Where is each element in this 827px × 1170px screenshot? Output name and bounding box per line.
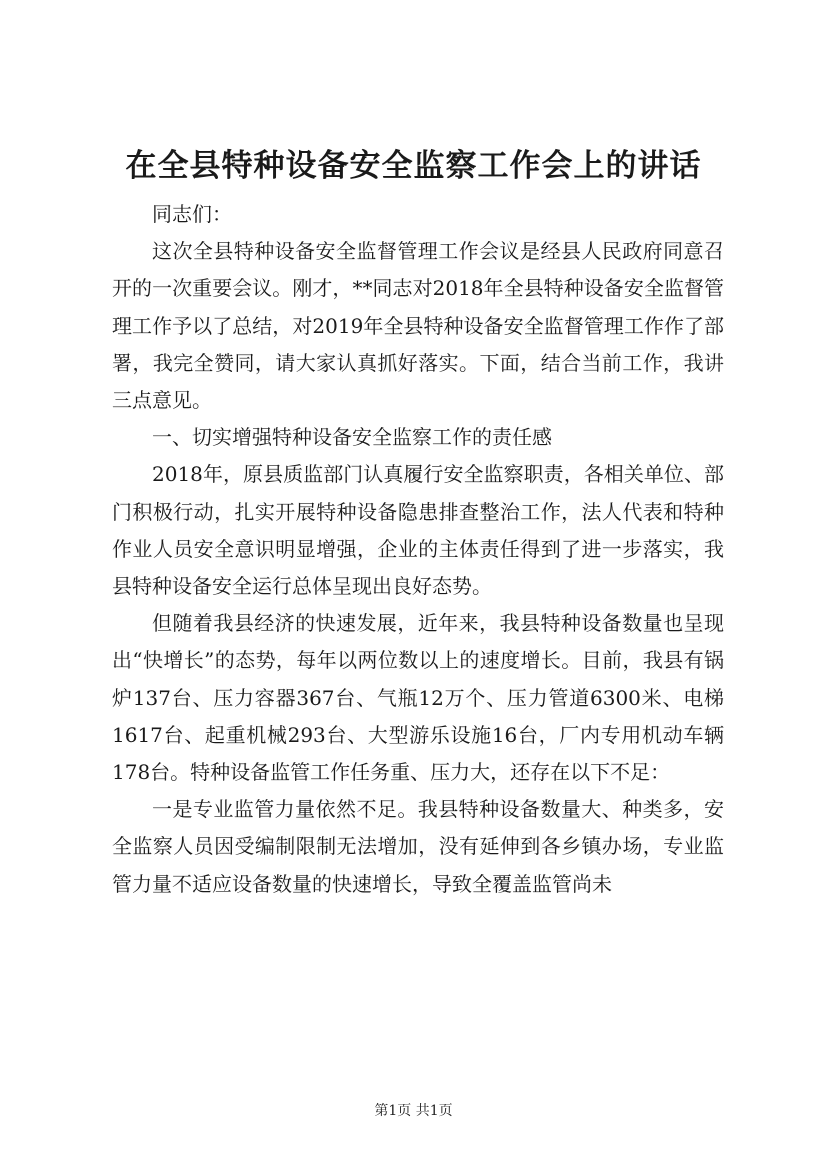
document-title: 在全县特种设备安全监察工作会上的讲话 [125,148,702,184]
document-body [112,196,724,903]
paragraph-insufficient-supervision: 一是专业监管力量依然不足。我县特种设备数量大、种类多，安全监察人员因受编制限制无法增加，没有延伸到各乡镇办场，专业监管力量不适应设备数量的快速增长，导致全覆盖监管尚未 [112,797,724,896]
page-footer: 第1页 共1页 [374,1103,453,1119]
paragraph-2018-review: 2018年，原县质监部门认真履行安全监察职责，各相关单位、部门积极行动，扎实开展特种设备隐患排查整治工作，法人代表和特种作业人员安全意识明显增强，企业的主体责任得到了进一步落实，我县特种设备安全运行总体呈现出良好态势。 [112,462,724,599]
paragraph-equipment-growth: 但随着我县经济的快速发展，近年来，我县特种设备数量也呈现出“快增长”的态势，每年以两位数以上的速度增长。目前，我县有锅炉137台、压力容器367台、气瓶12万个、压力管道6300米、电梯1617台、起重机械293台、大型游乐设施16台，厂内专用机动车辆178台。特种设备监管工作任务重、压力大，还存在以下不足： [112,611,724,785]
paragraph-salutation: 同志们： [152,202,232,226]
section-heading-1: 一、切实增强特种设备安全监察工作的责任感 [152,425,552,450]
paragraph-opening: 这次全县特种设备安全监督管理工作会议是经县人民政府同意召开的一次重要会议。刚才，**同志对2018年全县特种设备安全监督管理工作予以了总结，对2019年全县特种设备安全监督管理工作作了部署，我完全赞同，请大家认真抓好落实。下面，结合当前工作，我讲三点意见。 [112,239,724,413]
